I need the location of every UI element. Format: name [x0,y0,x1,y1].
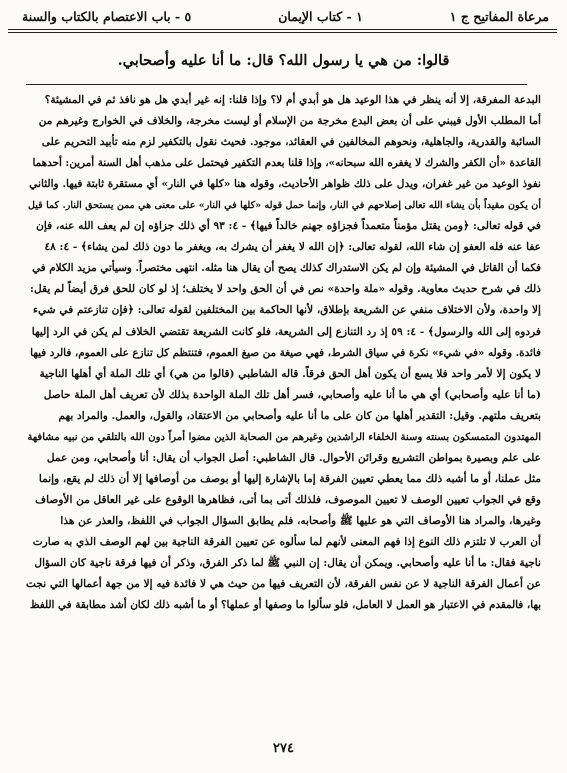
book-title: مرعاة المفاتيح ج ١ [449,8,549,24]
commentary-line: أما المطلب الأول فيبني على أن بعض البدع مخرجة من الإسلام أو ليست مخرجة، والخلاف في الخوارج وغيرهم من [38,115,541,128]
commentary-line: أن يكون مقيداً بأن يشاء الله تعالى إصلاحهم في النار، وإنما حمل قوله «كلها في النار» على معنى هي ممن يستحق النار. كما قيل [27,200,541,212]
commentary-line: بتعريف ملتهم. وقيل: التقدير أهلها من كان على ما أنا عليه وأصحابي من الاعتقاد، والقول، والعمل. والمراد بهم [58,409,541,422]
text-divider [26,84,527,85]
commentary-line: فائدة. وقوله «في شيء» نكرة في سياق الشرط، فهي صيغة من صيغ العموم، فتنتظم كل تنازع على العموم، فالرد فيها [30,346,541,359]
commentary-line: القاعدة «أن الكفر والشرك لا يغفره الله سبحانه»، وإذا قلنا بعدم التكفير فيحتمل على مذهب أهل السنة أمرين: أحدهما [32,157,541,170]
commentary-line: مثل عملنا، أو ما أشبه ذلك مما يعطي تعيين الفرقة إما بالإشارة إليها أو بوصف من أوصافها إلا أن ذلك لم يقع، وإنما [38,472,541,485]
commentary-line: عن أعمال الفرقة الناجية لا عن نفس الفرقة، لأن التعريف فيها من حيث هي لا فائدة فيه إلا من جهة أعمالها التي نجت [26,578,541,591]
commentary-body [26,90,541,616]
commentary-line: فردوه إلى الله والرسول﴾ - ٤: ٥٩ إذ رد التنازع إلى الشريعة، فلو كانت الشريعة تقتضي الخلاف لم يكن في الرد إليها [31,325,541,338]
section-title: ٥ - باب الاعتصام بالكتاب والسنة [22,8,192,24]
commentary-line: المهتدون المتمسكون بسنته وسنة الخلفاء الراشدين وغيرهم من الصحابة الذين مضوا أمراً دون الله بالتلقي من نبيه مشافهة [27,431,541,443]
commentary-line: أن العرب لا تلتزم ذلك النوع إذا فهم المعنى لأنهم لما سألوه عن تعيين الفرقة الناجية بين لهم الوصف الذي به صارت [32,535,541,548]
header-rule-thin [8,32,557,33]
chapter-title: ١ - كتاب الإيمان [278,8,363,24]
commentary-line: وقع في الجواب تعيين الوصف لا تعيين الموصوف، فلذلك أتى بما أتى، فظاهرها الوقوع على غير العاقل من الأوصاف [35,493,541,506]
commentary-line: على علم وبصيرة بمواطن التشريع وقرائن الأحوال. قال الشاطبي: أصل الجواب أن يقال: أنا وأصحابي، ومن عمل [46,451,541,464]
running-header [22,6,549,26]
commentary-line: فكما أن القاتل في المشيئة وإن لم يكن الاستدراك كذلك يصح أن يقال هنا مثله. انتهى مختصراً. وسيأتي مزيد الكلام في [32,262,541,275]
commentary-line: عفا عنه فله العفو إن شاء الله، لقوله تعالى: ﴿إن الله لا يغفر أن يشرك به، ويغفر ما دون ذلك لمن يشاء﴾ - ٤: ٤٨ [44,241,541,254]
header-rule [8,29,557,30]
commentary-line: في قوله تعالى: ﴿ومن يقتل مؤمناً متعمداً فجزاؤه جهنم خالداً فيها﴾ - ٤: ٩٣ أي ذلك جزاؤه إن لم يعف الله عنه، فإن [36,220,541,233]
commentary-line: وغيرها، والمراد هنا الأوصاف التي هو عليها ﷺ وأصحابه، فلم يطابق السؤال الجواب في اللفظ، والعذر عن هذا [60,514,541,527]
commentary-line: نفوذ الوعيد من غير غفران، ويدل على ذلك ظواهر الأحاديث، وقوله هنا «كلها في النار» أي مستقرة ثابتة فيها. والثاني [29,178,541,191]
commentary-line: السائبة والقدرية، والجاهلية، ونحوهم المخالفين في العقائد، موجود. فحيث نقول بالتكفير لزم منه تأبيد التحريم على [41,136,541,149]
commentary-line: ذلك في شرح حديث معاوية. وقوله «ملة واحدة» نص في أن الحق واحد لا يختلف؛ إذ لو كان للحق فرق أيضاً لم يقل: [30,283,541,296]
hadith-text: قالوا: من هي يا رسول الله؟ قال: ما أنا عليه وأصحابي. [117,52,450,69]
commentary-line: إلا واحدة، ولأن الاختلاف منفي عن الشريعة بإطلاق، لأنها الحاكمة بين المختلفين لقوله تعالى: ﴿فإن تنازعتم في شيء [32,304,541,317]
commentary-line: لا يكون إلا لأمر واحد فلا يسع أن يكون أهل الحق فرقاً. قاله الشاطبي (قالوا من هي) أي تلك الملة أي أهلها الناجية [39,367,541,380]
commentary-line: البدعة المفرقة، إلا أنه ينظر في هذا الوعيد هل هو أبدي أم لا؟ وإذا قلنا: إنه غير أبدي هل هو نافذ ثم في المشيئة؟ [44,94,541,106]
commentary-line: ناجية فقال: ما أنا عليه وأصحابي. ويمكن أن يقال: إن النبي ﷺ لما ذكر الفرق، وذكر أن فيها فرقة ناجية كان السؤال [34,557,541,570]
page-number: ٢٧٤ [273,741,294,756]
commentary-line: (ما أنا عليه وأصحابي) أي هي ما أنا عليه وأصحابي، فسر أهل تلك الملة الواحدة بذلك لأن تعريف أهل الملة حاصل [43,388,541,401]
commentary-line: بها، فالمقدم في الاعتبار هو العمل لا العامل، فلو سألوا ما وصفها أو عملها؟ أو ما أشبه ذلك لكان أشد مطابقة في اللفظ [29,599,541,612]
